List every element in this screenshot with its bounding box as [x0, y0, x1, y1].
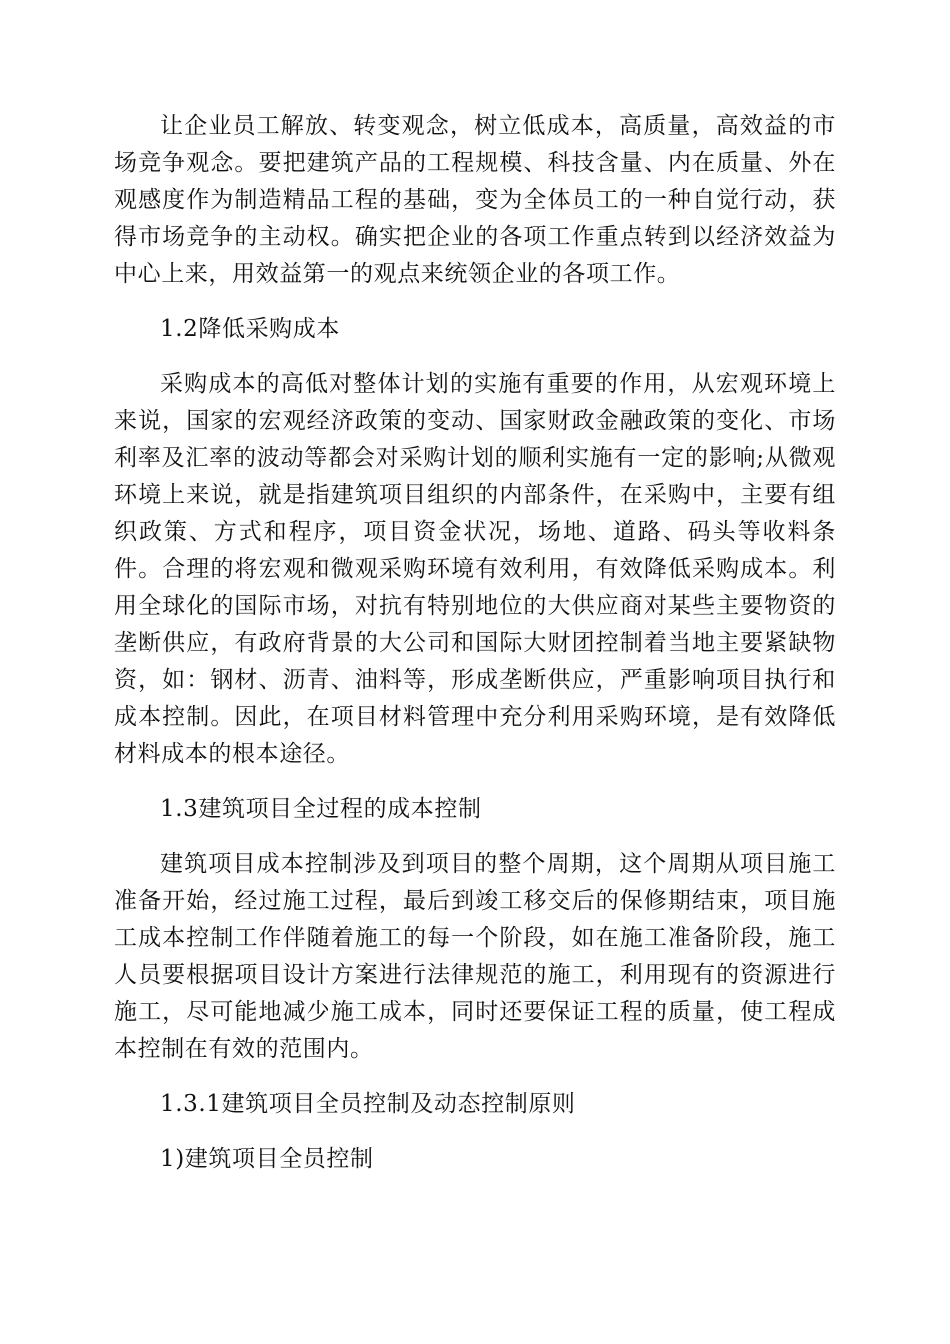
- section-heading-1-2: 1.2降低采购成本: [160, 316, 340, 342]
- document-body: [114, 108, 836, 1196]
- section-heading-1-3: 1.3建筑项目全过程的成本控制: [160, 796, 482, 822]
- paragraph-full-process-control: 建筑项目成本控制涉及到项目的整个周期，这个周期从项目施工准备开始，经过施工过程，最后到竣工移交后的保修期结束，项目施工成本控制工作伴随着施工的每一个阶段，如在施工准备阶段，施工人员要根据项目设计方案进行法律规范的施工，利用现有的资源进行施工，尽可能地减少施工成本，同时还要保证工程的质量，使工程成本控制在有效的范围内。: [114, 851, 836, 1062]
- list-item-heading-1: 1)建筑项目全员控制: [160, 1146, 374, 1172]
- paragraph-procurement-cost: 采购成本的高低对整体计划的实施有重要的作用，从宏观环境上来说，国家的宏观经济政策的变动、国家财政金融政策的变化、市场利率及汇率的波动等都会对采购计划的顺利实施有一定的影响;从微观环境上来说，就是指建筑项目组织的内部条件，在采购中，主要有组织政策、方式和程序，项目资金状况，场地、道路、码头等收料条件。合理的将宏观和微观采购环境有效利用，有效降低采购成本。利用全球化的国际市场，对抗有特别地位的大供应商对某些主要物资的垄断供应，有政府背景的大公司和国际大财团控制着当地主要紧缺物资，如：钢材、沥青、油料等，形成垄断供应，严重影响项目执行和成本控制。因此，在项目材料管理中充分利用采购环境，是有效降低材料成本的根本途径。: [114, 371, 836, 767]
- paragraph-cost-awareness: 让企业员工解放、转变观念，树立低成本，高质量，高效益的市场竞争观念。要把建筑产品的工程规模、科技含量、内在质量、外在观感度作为制造精品工程的基础，变为全体员工的一种自觉行动，获得市场竞争的主动权。确实把企业的各项工作重点转到以经济效益为中心上来，用效益第一的观点来统领企业的各项工作。: [114, 113, 836, 287]
- section-heading-1-3-1: 1.3.1建筑项目全员控制及动态控制原则: [160, 1091, 576, 1117]
